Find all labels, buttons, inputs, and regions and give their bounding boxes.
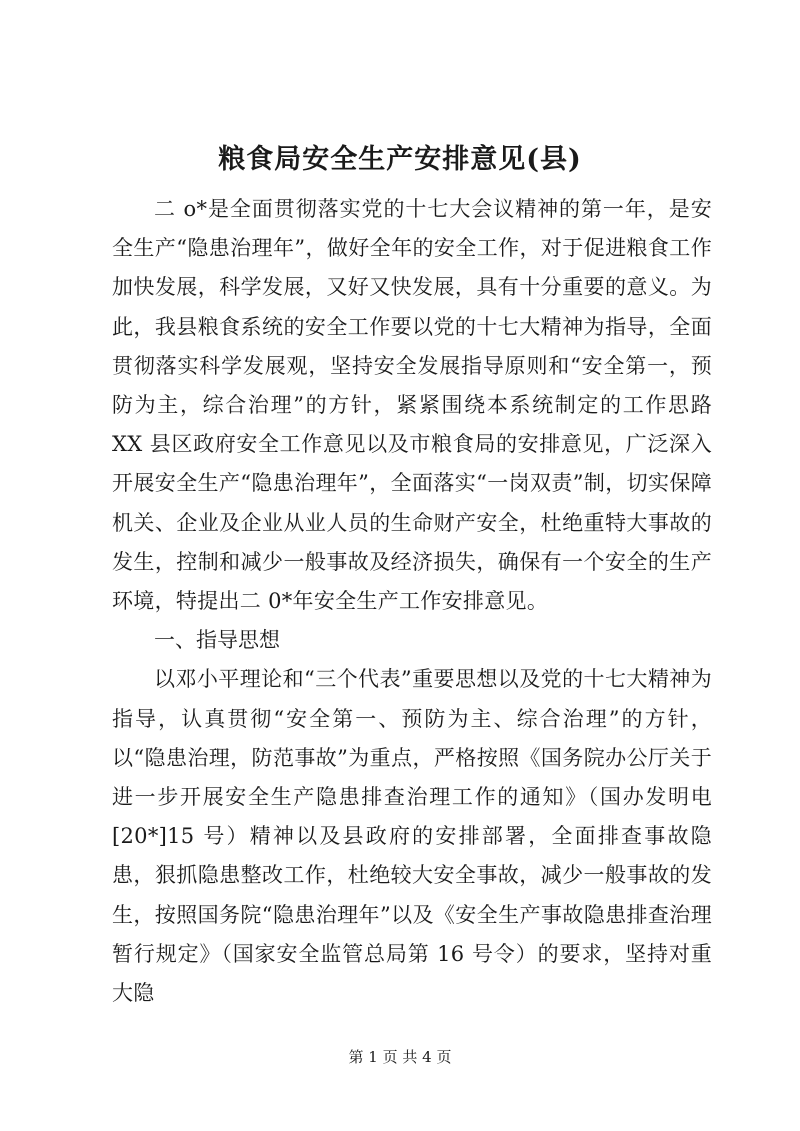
guiding-ideology-paragraph: 以邓小平理论和“三个代表”重要思想以及党的十七大精神为指导，认真贯彻“安全第一、预防为主、综合治理”的方针，以“隐患治理，防范事故”为重点，严格按照《国务院办公厅关于进一步开展安全生产隐患排查治理工作的通知》（国办发明电[20*]15 号）精神以及县政府的安排部署，全面排查事故隐患，狠抓隐患整改工作，杜绝较大安全事故，减少一般事故的发生，按照国务院“隐患治理年”以及《安全生产事故隐患排查治理暂行规定》（国家安全监管总局第 16 号令）的要求，坚持对重大隐 xyxy=(112,667,712,1006)
page-number-footer: 第 1 页 共 4 页 xyxy=(348,1048,452,1066)
document-body xyxy=(112,190,712,1013)
document-title: 粮食局安全生产安排意见(县) xyxy=(218,144,582,175)
intro-paragraph: 二 o*是全面贯彻落实党的十七大会议精神的第一年，是安全生产“隐患治理年”，做好全年的安全工作，对于促进粮食工作加快发展，科学发展，又好又快发展，具有十分重要的意义。为此，我县粮食系统的安全工作要以党的十七大精神为指导，全面贯彻落实科学发展观，坚持安全发展指导原则和“安全第一，预防为主，综合治理”的方针，紧紧围绕本系统制定的工作思路 XX 县区政府安全工作意见以及市粮食局的安排意见，广泛深入开展安全生产“隐患治理年”，全面落实“一岗双责”制，切实保障机关、企业及企业从业人员的生命财产安全，杜绝重特大事故的发生，控制和减少一般事故及经济损失，确保有一个安全的生产环境，特提出二 0*年安全生产工作安排意见。 xyxy=(112,197,712,614)
section-heading-guiding-ideology: 一、指导思想 xyxy=(154,628,280,653)
